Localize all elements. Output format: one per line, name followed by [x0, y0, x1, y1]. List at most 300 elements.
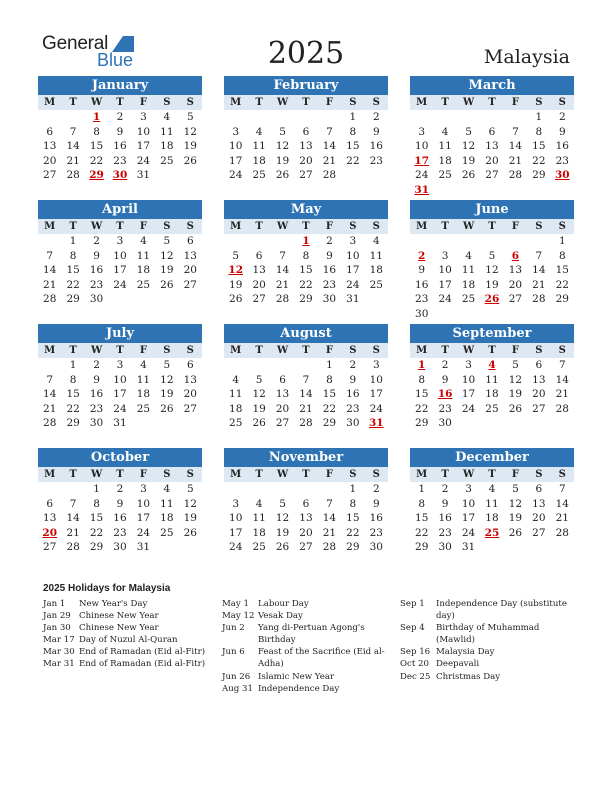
weekday-label: T: [255, 469, 263, 480]
day-cell: 19: [229, 278, 243, 291]
day-cell: 28: [66, 541, 80, 553]
day-cell: 12: [485, 264, 499, 276]
day-cell: 13: [183, 373, 197, 386]
day-cell: 27: [183, 278, 197, 291]
day-cell: 18: [136, 388, 151, 400]
empty-cell: [294, 482, 317, 497]
day-cell: 11: [160, 497, 174, 510]
day-cell: 16: [555, 140, 569, 152]
day-cell: 7: [535, 249, 543, 262]
weekday-label: T: [69, 221, 77, 232]
weekday-label: F: [511, 97, 519, 108]
empty-cell: [271, 358, 294, 373]
logo-blue-text: Blue: [97, 50, 134, 70]
day-cell: 19: [461, 154, 476, 167]
day-cell: 6: [302, 125, 310, 138]
day-cell: 19: [508, 512, 523, 524]
weekday-label: S: [372, 97, 380, 108]
holiday-day: 31: [414, 183, 430, 196]
day-cell: 7: [302, 373, 310, 386]
holiday-name: Deepavali: [436, 659, 480, 670]
month-title: April: [38, 200, 202, 219]
weekday-label: S: [186, 469, 194, 480]
day-grid: [410, 482, 574, 555]
month-title: July: [38, 324, 202, 343]
day-cell: 28: [555, 526, 569, 539]
holiday-item: [222, 610, 394, 622]
day-cell: 30: [89, 417, 104, 429]
weekday-label: S: [163, 221, 171, 232]
holiday-name: Day of Nuzul Al-Quran: [79, 635, 178, 646]
day-cell: 18: [160, 512, 174, 524]
day-cell: 11: [485, 373, 499, 386]
day-grid: [38, 358, 202, 431]
day-cell: 26: [275, 169, 290, 181]
weekday-label: F: [139, 97, 147, 108]
day-cell: 22: [555, 278, 569, 291]
day-cell: 15: [555, 264, 569, 276]
weekday-label: W: [276, 221, 289, 232]
day-cell: 27: [299, 541, 313, 553]
day-cell: 18: [485, 388, 499, 400]
day-cell: 9: [326, 249, 333, 262]
weekday-label: M: [44, 97, 56, 108]
holiday-item: [222, 683, 394, 695]
day-cell: 16: [89, 388, 104, 400]
holiday-day: 16: [437, 388, 453, 400]
day-cell: 10: [136, 497, 151, 510]
day-cell: 19: [275, 526, 290, 539]
day-cell: 8: [558, 249, 566, 262]
day-grid: [410, 234, 574, 321]
weekday-label: F: [139, 221, 147, 232]
day-cell: 5: [279, 497, 286, 510]
empty-cell: [247, 482, 270, 497]
day-cell: 1: [69, 235, 77, 247]
month-april: [38, 200, 202, 307]
day-cell: 5: [488, 249, 496, 262]
day-cell: 4: [441, 125, 449, 138]
day-cell: 21: [66, 526, 80, 539]
weekday-label: T: [302, 97, 310, 108]
day-cell: 13: [299, 140, 313, 152]
day-cell: 22: [89, 526, 104, 539]
day-cell: 29: [66, 293, 80, 305]
day-cell: 27: [183, 402, 197, 415]
day-cell: 21: [43, 278, 57, 291]
day-cell: 24: [346, 278, 360, 291]
day-cell: 4: [163, 111, 171, 123]
weekday-header: [224, 219, 388, 234]
day-cell: 12: [183, 125, 197, 138]
weekday-label: S: [186, 345, 194, 356]
day-cell: 24: [461, 402, 476, 415]
day-cell: 17: [113, 264, 127, 276]
day-cell: 8: [418, 497, 426, 510]
month-title: June: [410, 200, 574, 219]
day-cell: 28: [555, 402, 569, 415]
weekday-label: S: [349, 345, 357, 356]
day-cell: 21: [532, 278, 546, 291]
day-cell: 25: [438, 169, 452, 181]
day-cell: 9: [441, 497, 449, 510]
day-cell: 2: [326, 235, 333, 247]
day-cell: 19: [160, 264, 174, 276]
day-cell: 20: [508, 278, 523, 291]
day-cell: 5: [186, 483, 194, 495]
holiday-day: 17: [414, 154, 430, 167]
day-cell: 19: [160, 388, 174, 400]
holiday-column: [43, 598, 215, 671]
day-cell: 15: [66, 264, 80, 276]
weekday-header: [410, 467, 574, 482]
weekday-label: T: [255, 345, 263, 356]
weekday-label: S: [535, 469, 543, 480]
day-cell: 13: [508, 264, 523, 276]
day-cell: 24: [229, 541, 243, 553]
day-cell: 17: [229, 526, 243, 539]
month-june: [410, 200, 574, 321]
empty-cell: [271, 234, 294, 249]
day-cell: 19: [183, 512, 197, 524]
weekday-label: T: [488, 97, 496, 108]
day-cell: 22: [415, 526, 429, 539]
day-cell: 20: [532, 512, 546, 524]
weekday-label: M: [416, 345, 428, 356]
holiday-column: [222, 598, 394, 695]
day-cell: 20: [183, 388, 197, 400]
day-cell: 30: [89, 293, 104, 305]
day-cell: 3: [232, 497, 240, 510]
day-cell: 22: [66, 402, 80, 415]
holiday-day: 1: [418, 359, 426, 371]
day-cell: 27: [252, 293, 266, 305]
holiday-name: Labour Day: [258, 599, 309, 609]
day-cell: 25: [369, 278, 383, 291]
day-cell: 2: [372, 483, 380, 495]
day-cell: 25: [136, 402, 151, 415]
holiday-item: [400, 622, 572, 646]
empty-cell: [410, 110, 433, 125]
day-cell: 28: [508, 169, 523, 181]
day-cell: 27: [299, 169, 313, 181]
day-cell: 16: [113, 140, 127, 152]
day-cell: 17: [136, 140, 151, 152]
day-cell: 15: [89, 512, 104, 524]
weekday-header: [224, 95, 388, 110]
day-cell: 24: [136, 526, 151, 539]
weekday-label: S: [535, 97, 543, 108]
holiday-name: Christmas Day: [436, 671, 501, 682]
weekday-label: T: [488, 345, 496, 356]
holiday-day: 6: [511, 249, 520, 262]
weekday-label: T: [116, 345, 124, 356]
day-cell: 9: [93, 249, 100, 262]
holiday-day: 2: [418, 249, 426, 262]
weekday-label: M: [44, 345, 56, 356]
day-cell: 14: [508, 140, 523, 152]
holiday-date: Mar 31: [43, 659, 75, 670]
day-cell: 6: [186, 235, 194, 247]
day-cell: 24: [369, 402, 383, 415]
day-cell: 18: [461, 278, 476, 291]
weekday-label: S: [349, 469, 357, 480]
day-cell: 10: [229, 512, 243, 524]
day-cell: 3: [465, 483, 472, 495]
day-cell: 29: [89, 541, 104, 553]
day-cell: 4: [140, 359, 147, 371]
holiday-item: [222, 646, 394, 670]
day-cell: 17: [438, 278, 452, 291]
weekday-label: W: [90, 345, 103, 356]
empty-cell: [247, 358, 270, 373]
day-cell: 11: [369, 249, 383, 262]
day-cell: 26: [508, 402, 523, 415]
weekday-label: M: [416, 469, 428, 480]
day-cell: 7: [326, 125, 333, 138]
weekday-label: T: [441, 469, 449, 480]
day-cell: 8: [418, 373, 426, 386]
day-cell: 9: [372, 497, 380, 510]
weekday-label: S: [558, 221, 566, 232]
holiday-day: 26: [484, 293, 500, 305]
weekday-label: T: [116, 469, 124, 480]
day-cell: 1: [535, 111, 543, 123]
holiday-item: [400, 598, 572, 622]
holiday-name: Chinese New Year: [79, 623, 159, 634]
month-title: November: [224, 448, 388, 467]
holiday-item: [43, 598, 215, 610]
day-cell: 24: [136, 154, 151, 167]
day-cell: 20: [299, 526, 313, 539]
day-cell: 7: [46, 249, 54, 262]
weekday-label: M: [416, 97, 428, 108]
holiday-item: [43, 646, 215, 658]
empty-cell: [61, 482, 84, 497]
weekday-label: M: [230, 221, 242, 232]
day-grid: [224, 234, 388, 307]
day-cell: 6: [279, 373, 286, 386]
day-cell: 13: [252, 264, 266, 276]
logo-general-text: General: [42, 33, 109, 54]
day-cell: 3: [116, 359, 124, 371]
weekday-label: T: [302, 469, 310, 480]
day-cell: 22: [299, 278, 313, 291]
day-cell: 2: [116, 111, 124, 123]
day-cell: 4: [488, 483, 496, 495]
day-cell: 29: [66, 417, 80, 429]
day-cell: 6: [535, 359, 543, 371]
empty-cell: [294, 110, 317, 125]
weekday-label: T: [255, 97, 263, 108]
weekday-label: T: [441, 97, 449, 108]
holiday-name: End of Ramadan (Eid al-Fitr): [79, 659, 206, 670]
day-cell: 4: [163, 483, 171, 495]
empty-cell: [38, 482, 61, 497]
day-cell: 8: [326, 373, 333, 386]
weekday-label: W: [462, 469, 475, 480]
holiday-name: End of Ramadan (Eid al-Fitr): [79, 647, 206, 658]
day-cell: 4: [372, 235, 380, 247]
empty-cell: [527, 234, 550, 249]
day-cell: 25: [160, 526, 174, 539]
day-cell: 11: [252, 512, 266, 524]
day-cell: 1: [418, 483, 426, 495]
day-cell: 5: [279, 125, 286, 138]
day-cell: 15: [346, 140, 360, 152]
day-cell: 13: [485, 140, 499, 152]
month-september: [410, 324, 574, 431]
holiday-name: Independence Day (substitute day): [436, 599, 567, 622]
month-title: May: [224, 200, 388, 219]
day-cell: 22: [89, 154, 104, 167]
holiday-date: Oct 20: [400, 659, 429, 670]
day-cell: 25: [252, 541, 266, 553]
day-cell: 15: [66, 388, 80, 400]
day-cell: 27: [485, 169, 499, 181]
day-cell: 14: [43, 388, 57, 400]
day-cell: 3: [232, 125, 240, 138]
day-cell: 1: [69, 359, 77, 371]
day-cell: 8: [93, 497, 100, 510]
weekday-label: F: [325, 221, 333, 232]
holiday-day: 31: [368, 417, 384, 429]
weekday-label: T: [255, 221, 263, 232]
weekday-label: S: [372, 469, 380, 480]
day-cell: 11: [136, 249, 151, 262]
day-cell: 18: [229, 402, 243, 415]
day-cell: 17: [369, 388, 383, 400]
day-cell: 11: [438, 140, 452, 152]
holiday-date: May 1: [222, 599, 249, 609]
empty-cell: [224, 358, 247, 373]
day-cell: 27: [43, 169, 57, 181]
weekday-label: W: [90, 97, 103, 108]
holiday-date: Jan 30: [43, 623, 71, 634]
holiday-date: Jun 26: [222, 671, 251, 682]
day-cell: 15: [415, 388, 429, 400]
weekday-header: [38, 343, 202, 358]
day-cell: 6: [488, 125, 496, 138]
day-cell: 14: [532, 264, 546, 276]
holiday-date: Sep 16: [400, 647, 431, 658]
weekday-header: [38, 467, 202, 482]
day-cell: 25: [461, 293, 476, 305]
day-cell: 11: [252, 140, 266, 152]
day-cell: 3: [116, 235, 124, 247]
day-cell: 12: [275, 140, 290, 152]
weekday-label: M: [416, 221, 428, 232]
empty-cell: [224, 482, 247, 497]
weekday-label: T: [441, 221, 449, 232]
day-cell: 28: [299, 417, 313, 429]
day-cell: 9: [93, 373, 100, 386]
day-cell: 28: [532, 293, 546, 305]
day-cell: 2: [441, 359, 449, 371]
day-grid: [38, 110, 202, 183]
day-cell: 7: [512, 125, 519, 138]
day-cell: 6: [535, 483, 543, 495]
month-december: [410, 448, 574, 555]
holiday-column: [400, 598, 572, 683]
day-cell: 8: [69, 373, 77, 386]
weekday-label: S: [163, 97, 171, 108]
holiday-item: [43, 658, 215, 670]
empty-cell: [271, 110, 294, 125]
weekday-label: S: [186, 97, 194, 108]
day-cell: 20: [299, 154, 313, 167]
day-cell: 7: [69, 497, 77, 510]
weekday-label: F: [139, 345, 147, 356]
year-title: 2025: [267, 36, 345, 71]
day-cell: 19: [508, 388, 523, 400]
day-cell: 16: [113, 512, 127, 524]
weekday-header: [224, 467, 388, 482]
day-cell: 13: [43, 140, 57, 152]
empty-cell: [38, 110, 61, 125]
day-cell: 22: [415, 402, 429, 415]
weekday-header: [224, 343, 388, 358]
day-cell: 16: [369, 140, 383, 152]
day-cell: 18: [160, 140, 174, 152]
day-cell: 4: [255, 497, 263, 510]
holiday-date: Mar 17: [43, 635, 75, 646]
day-cell: 10: [461, 497, 476, 510]
weekday-label: M: [230, 97, 242, 108]
day-cell: 26: [183, 154, 197, 167]
month-title: September: [410, 324, 574, 343]
day-cell: 29: [532, 169, 546, 181]
day-cell: 7: [279, 249, 286, 262]
day-cell: 23: [369, 526, 383, 539]
weekday-label: M: [230, 469, 242, 480]
weekday-label: T: [116, 97, 124, 108]
weekday-header: [410, 219, 574, 234]
day-cell: 6: [46, 497, 54, 510]
day-cell: 12: [461, 140, 476, 152]
weekday-label: M: [44, 221, 56, 232]
day-cell: 11: [485, 497, 499, 510]
day-cell: 18: [252, 526, 266, 539]
day-cell: 14: [299, 388, 313, 400]
day-cell: 26: [508, 526, 523, 539]
day-cell: 26: [183, 526, 197, 539]
day-cell: 22: [346, 154, 360, 167]
day-cell: 7: [326, 497, 333, 510]
day-cell: 6: [186, 359, 194, 371]
day-cell: 4: [465, 249, 472, 262]
day-cell: 30: [113, 541, 127, 553]
holiday-date: Sep 1: [400, 599, 425, 609]
holiday-day: 30: [554, 169, 570, 181]
day-cell: 20: [532, 388, 546, 400]
day-cell: 23: [369, 154, 383, 167]
day-cell: 12: [183, 497, 197, 510]
holiday-name: Malaysia Day: [436, 647, 495, 658]
holiday-day: 20: [42, 526, 58, 539]
day-cell: 20: [43, 154, 57, 167]
weekday-label: T: [302, 221, 310, 232]
day-cell: 18: [485, 512, 499, 524]
weekday-label: S: [163, 345, 171, 356]
month-title: August: [224, 324, 388, 343]
day-cell: 13: [532, 373, 546, 386]
empty-cell: [457, 110, 480, 125]
day-cell: 25: [252, 169, 266, 181]
holiday-item: [222, 622, 394, 646]
day-cell: 9: [441, 373, 449, 386]
month-title: October: [38, 448, 202, 467]
